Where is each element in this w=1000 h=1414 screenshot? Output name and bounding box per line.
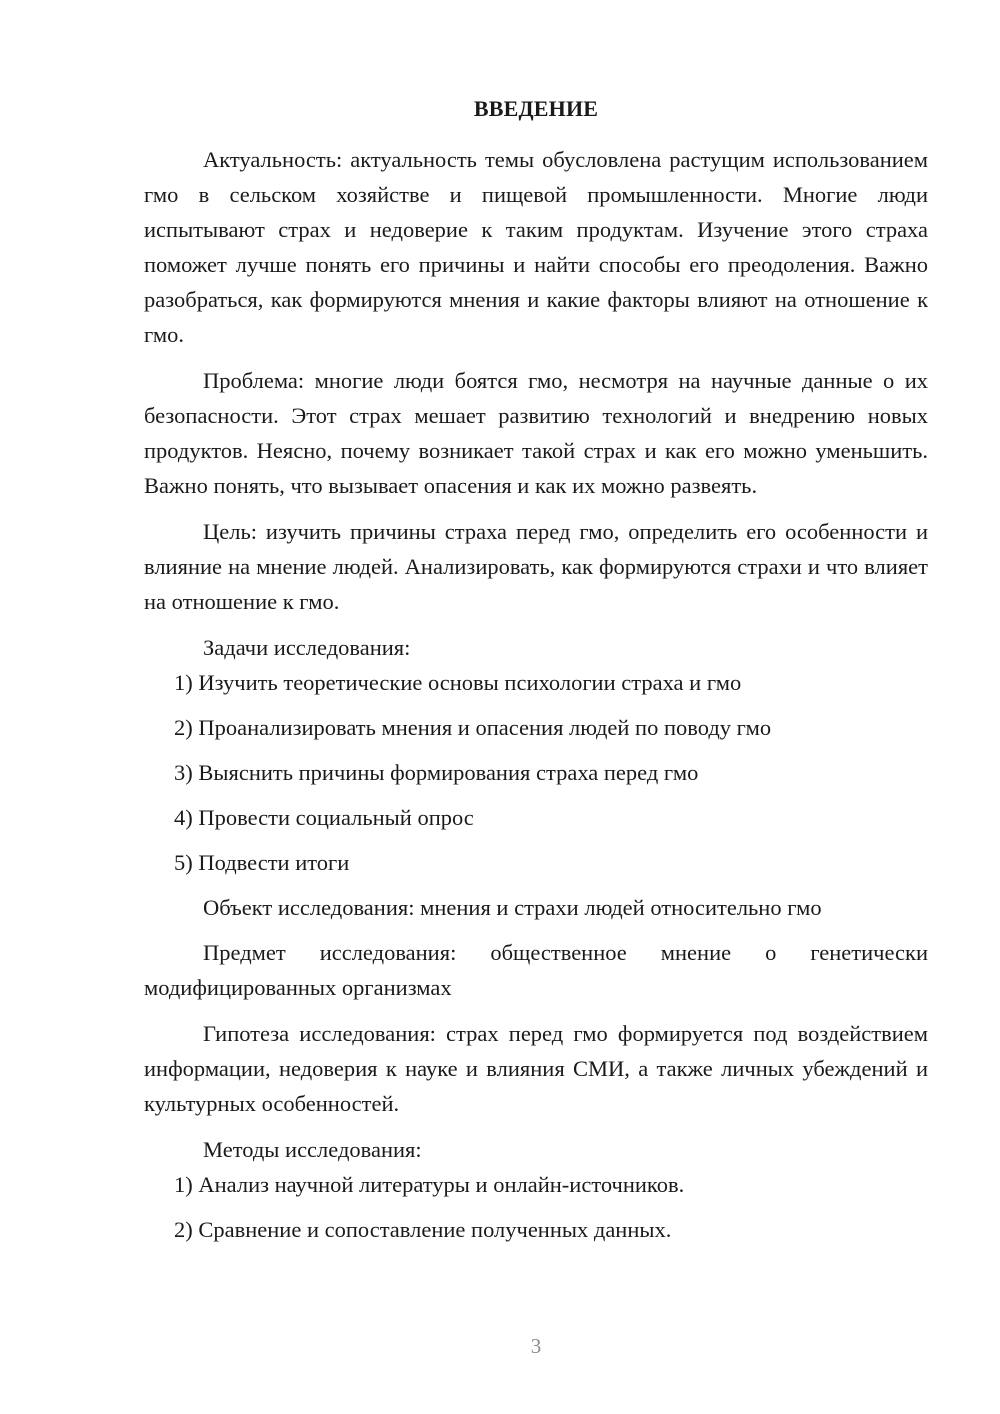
- paragraph-subject: Предмет исследования: общественное мнение о генетически модифицированных организмах: [144, 940, 928, 1000]
- list-item-method-1: 1) Анализ научной литературы и онлайн-источников.: [174, 1172, 685, 1197]
- list-item-task-1: 1) Изучить теоретические основы психологии страха и гмо: [174, 670, 742, 695]
- list-item-task-3: 3) Выяснить причины формирования страха перед гмо: [174, 760, 699, 785]
- tasks-heading: Задачи исследования:: [203, 635, 411, 660]
- paragraph-object: Объект исследования: мнения и страхи людей относительно гмо: [203, 895, 822, 920]
- paragraph-hypothesis: Гипотеза исследования: страх перед гмо формируется под воздействием информации, недоверия к науке и влияния СМИ, а также личных убеждений и культурных особенностей.: [144, 1021, 928, 1116]
- list-item-task-2: 2) Проанализировать мнения и опасения людей по поводу гмо: [174, 715, 772, 740]
- page-title: ВВЕДЕНИЕ: [473, 96, 599, 121]
- list-item-task-5: 5) Подвести итоги: [174, 850, 350, 875]
- page-number: 3: [530, 1334, 542, 1358]
- paragraph-relevance: Актуальность: актуальность темы обусловлена растущим использованием гмо в сельском хозяйстве и пищевой промышленности. Многие люди испытывают страх и недоверие к таким продуктам. Изучение этого страха поможет лучше понять его причины и найти способы его преодоления. Важно разобраться, как формируются мнения и какие факторы влияют на отношение к гмо.: [144, 147, 928, 347]
- list-item-task-4: 4) Провести социальный опрос: [174, 805, 474, 830]
- list-item-method-2: 2) Сравнение и сопоставление полученных данных.: [174, 1217, 672, 1242]
- paragraph-problem: Проблема: многие люди боятся гмо, несмотря на научные данные о их безопасности. Этот страх мешает развитию технологий и внедрению новых продуктов. Неясно, почему возникает такой страх и как его можно уменьшить. Важно понять, что вызывает опасения и как их можно развеять.: [144, 368, 928, 498]
- methods-heading: Методы исследования:: [203, 1137, 422, 1162]
- document-body: [144, 142, 928, 1247]
- paragraph-goal: Цель: изучить причины страха перед гмо, определить его особенности и влияние на мнение людей. Анализировать, как формируются страхи и что влияет на отношение к гмо.: [144, 519, 928, 614]
